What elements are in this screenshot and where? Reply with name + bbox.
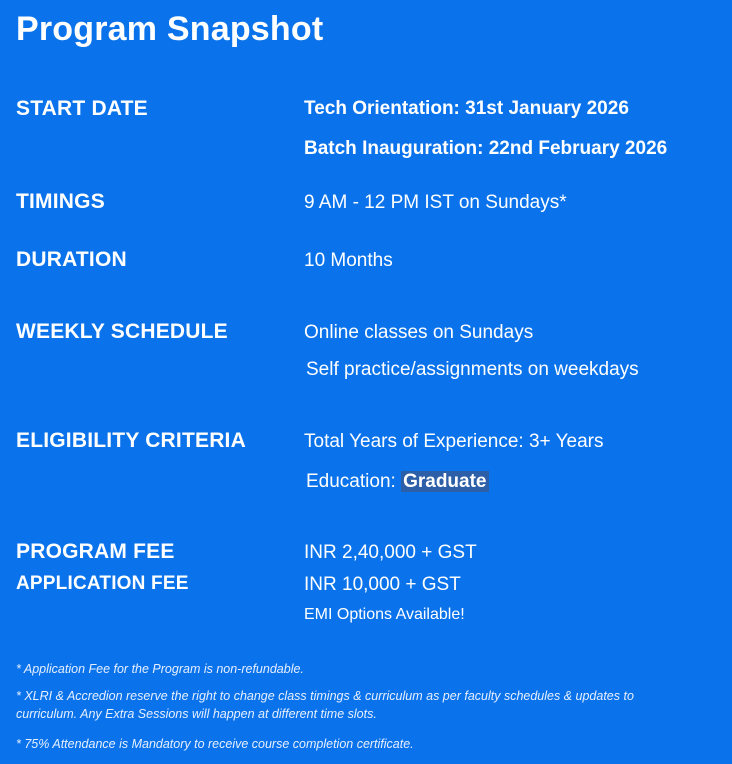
weekly-schedule-label: WEEKLY SCHEDULE: [16, 320, 228, 343]
eligibility-education: [306, 471, 489, 493]
emi-options-text: EMI Options Available!: [304, 606, 465, 623]
eligibility-label: ELIGIBILITY CRITERIA: [16, 429, 246, 452]
batch-inauguration-date: Batch Inauguration: 22nd February 2026: [304, 138, 668, 159]
weekly-schedule-online: Online classes on Sundays: [304, 322, 534, 343]
timings-value: 9 AM - 12 PM IST on Sundays*: [304, 192, 567, 213]
eligibility-experience: Total Years of Experience: 3+ Years: [304, 431, 604, 452]
timings-label: TIMINGS: [16, 190, 105, 213]
weekly-schedule-self-practice: Self practice/assignments on weekdays: [306, 359, 639, 380]
application-fee-value: INR 10,000 + GST: [304, 574, 461, 595]
note-application-fee: * Application Fee for the Program is non-refundable.: [16, 662, 304, 676]
application-fee-label: APPLICATION FEE: [16, 573, 189, 594]
start-date-label: START DATE: [16, 97, 148, 120]
duration-value: 10 Months: [304, 250, 393, 271]
education-value-highlight: Graduate: [403, 471, 487, 492]
page-title: Program Snapshot: [16, 10, 324, 48]
note-attendance: * 75% Attendance is Mandatory to receive course completion certificate.: [16, 737, 414, 751]
duration-label: DURATION: [16, 248, 127, 271]
education-prefix: Education:: [306, 471, 396, 492]
note-timings-curriculum: * XLRI & Accredion reserve the right to change class timings & curriculum as per faculty schedules & updates to curriculum. Any Extra Sessions will happen at different time slots.: [16, 689, 634, 721]
tech-orientation-date: Tech Orientation: 31st January 2026: [304, 98, 629, 119]
program-fee-value: INR 2,40,000 + GST: [304, 542, 477, 563]
program-fee-label: PROGRAM FEE: [16, 540, 175, 563]
